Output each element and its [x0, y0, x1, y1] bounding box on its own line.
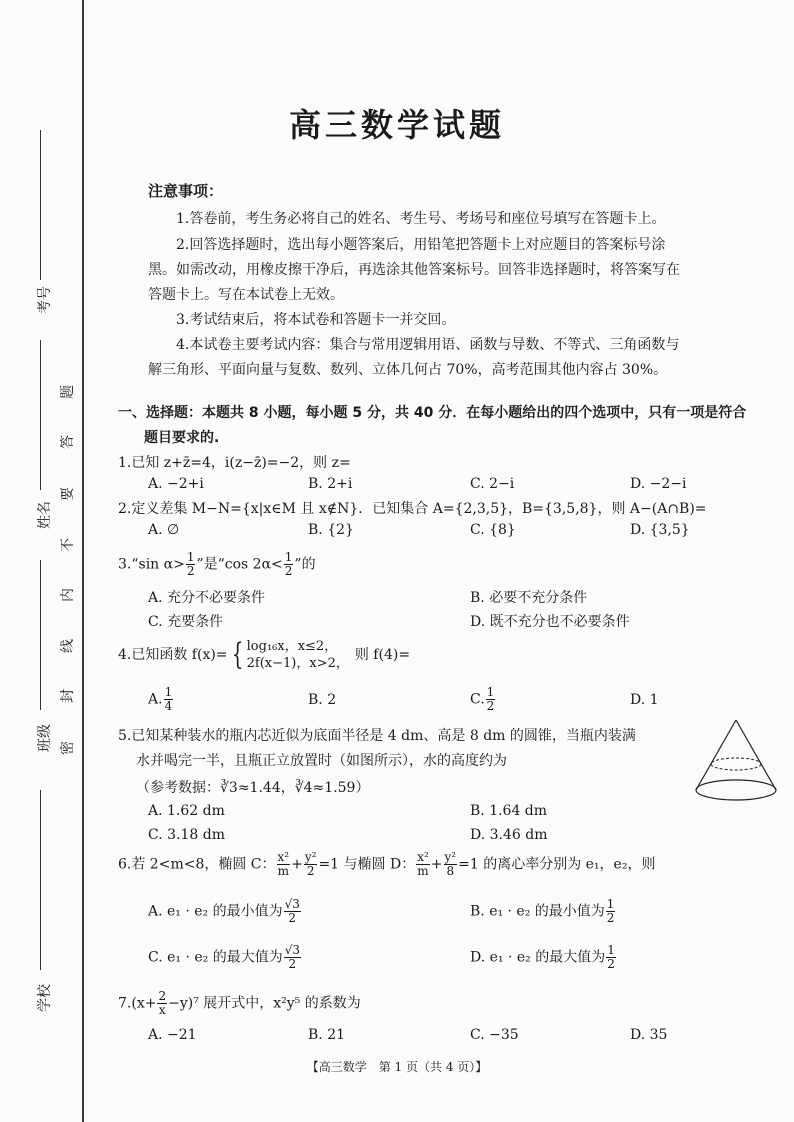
fraction [486, 686, 496, 713]
numerator: 1 [284, 550, 293, 564]
numerator: 1 [186, 550, 195, 564]
q3-text-1: 3.“sin α> [118, 556, 185, 573]
numerator: 1 [164, 685, 173, 699]
question-1-stem: 1.已知 z+z̄=4，i(z−z̄)=−2，则 z= [118, 455, 351, 471]
denominator: 2 [288, 911, 297, 925]
numerator: 1 [607, 943, 615, 957]
q5-option-a: A. 1.62 dm [148, 803, 225, 819]
page-title: 高三数学试题 [288, 106, 505, 144]
option-text: B. e₁ · e₂ 的最小值为 [470, 903, 605, 920]
fraction [284, 898, 301, 925]
q6-text-2: =1 与椭圆 D： [318, 856, 416, 873]
q7-option-a: A. −21 [148, 1027, 197, 1043]
school-label: 学校 [37, 984, 53, 1012]
question-5-line-1: 5.已知某种装水的瓶内芯近似为底面半径是 4 dm、高是 8 dm 的圆锥，当瓶内装满 [118, 728, 636, 744]
denominator: m [417, 864, 429, 878]
fraction [304, 851, 318, 878]
fraction [157, 990, 167, 1017]
notice-line: 4.本试卷主要考试内容：集合与常用逻辑用语、函数与导数、不等式、三角函数与 [176, 337, 680, 353]
exam-number-label: 考号 [37, 286, 53, 314]
fraction [444, 851, 458, 878]
binding-line [82, 0, 84, 1122]
question-2-stem: 2.定义差集 M−N={x|x∈M 且 x∉N}．已知集合 A={2,3,5}，B={3,5,8}，则 A−(A∩B)= [118, 501, 707, 517]
fraction [284, 551, 294, 578]
q4-text-2: 则 f(4)= [354, 647, 411, 663]
q3-text-3: ”的 [294, 556, 316, 573]
numerator: y² [444, 850, 457, 864]
left-brace: { [231, 637, 243, 672]
seal-char: 封 [60, 689, 76, 703]
q1-option-c: C. 2−i [470, 476, 515, 492]
denominator: 2 [288, 957, 297, 971]
seal-char: 不 [60, 538, 76, 552]
fraction [186, 551, 196, 578]
name-label: 姓名 [37, 501, 53, 529]
q4-option-d: D. 1 [630, 692, 659, 708]
name-blank [40, 340, 41, 490]
option-text: D. e₁ · e₂ 的最大值为 [470, 949, 606, 966]
denominator: 2 [186, 564, 195, 578]
option-text: A. e₁ · e₂ 的最小值为 [148, 903, 283, 920]
q2-option-a: A. ∅ [148, 522, 180, 538]
fraction [164, 686, 174, 713]
question-7-stem [118, 990, 361, 1017]
q7-text-2: −y)⁷ 展开式中，x²y⁵ 的系数为 [168, 995, 361, 1012]
fraction [284, 944, 301, 971]
denominator: 8 [446, 864, 455, 878]
numerator: x² [277, 850, 290, 864]
q2-option-d: D. {3,5} [630, 522, 690, 538]
question-5-reference: （参考数据：∛3≈1.44，∛4≈1.59） [136, 780, 370, 796]
notice-line: 1.答卷前，考生务必将自己的姓名、考生号、考场号和座位号填写在答题卡上。 [176, 211, 666, 227]
q6-option-d [470, 944, 617, 971]
school-blank [40, 790, 41, 970]
question-3-stem [118, 551, 316, 578]
q6-option-b [470, 898, 616, 925]
seal-char: 内 [60, 588, 76, 602]
option-letter: C. [470, 691, 485, 708]
q4-option-b: B. 2 [308, 692, 337, 708]
question-6-stem: 6.若 2<m<8，椭圆 C： $\frac{\text{x²}}{m}$ + $\frac{\text{y²}}{2}$ =1 与椭圆 D： $\frac{\text{x²}}{m}$ + $\frac{\text{y²}}{8}$ =1 的离心率分别为 e₁，e₂，则 [118, 850, 656, 878]
numerator: √3 [284, 943, 300, 957]
section-heading: 一、选择题：本题共 8 小题，每小题 5 分，共 40 分．在每小题给出的四个选项中，只有一项是符合 [118, 405, 747, 421]
numerator: 2 [158, 989, 167, 1003]
notice-line: 解三角形、平面向量与复数、数列、立体几何占 70%，高考范围其他内容占 30%。 [148, 362, 668, 378]
option-letter: A. [148, 691, 163, 708]
option-text: C. e₁ · e₂ 的最大值为 [148, 949, 283, 966]
q1-option-b: B. 2+i [308, 476, 353, 492]
q5-option-c: C. 3.18 dm [148, 827, 225, 843]
q2-option-c: C. {8} [470, 522, 516, 538]
denominator: 2 [284, 564, 293, 578]
q1-option-a: A. −2+i [148, 476, 204, 492]
q6-text-1: 6.若 2<m<8，椭圆 C： [118, 856, 276, 873]
denominator: m [277, 864, 290, 878]
q7-text-1: 7.(x+ [118, 995, 157, 1012]
notice-line: 2.回答选择题时，选出每小题答案后，用铅笔把答题卡上对应题目的答案标号涂 [176, 237, 666, 253]
q4-option-c [470, 686, 496, 713]
q6-option-a [148, 898, 302, 925]
exam-number-blank [40, 130, 41, 280]
q4-option-a [148, 686, 174, 713]
case-1: log₁₆x，x≤2， [246, 639, 338, 654]
notice-line: 3.考试结束后，将本试卷和答题卡一并交回。 [176, 312, 456, 328]
q7-option-c: C. −35 [470, 1027, 519, 1043]
denominator: 2 [606, 911, 615, 925]
q5-option-b: B. 1.64 dm [470, 803, 548, 819]
seal-char: 线 [60, 639, 76, 653]
numerator: √3 [284, 897, 300, 911]
class-label: 班级 [37, 724, 53, 752]
q5-option-d: D. 3.46 dm [470, 827, 548, 843]
question-4-stem [118, 638, 410, 672]
cone-figure [690, 716, 782, 806]
fraction [416, 851, 430, 878]
notice-line: 黑。如需改动，用橡皮擦干净后，再选涂其他答案标号。回答非选择题时，将答案写在 [148, 262, 680, 278]
q6-text-3: =1 的离心率分别为 e₁，e₂，则 [458, 856, 656, 873]
q7-option-d: D. 35 [630, 1027, 668, 1043]
seal-char: 密 [60, 741, 76, 755]
q3-option-b: B. 必要不充分条件 [470, 590, 588, 606]
seal-char: 答 [60, 435, 76, 449]
q1-option-d: D. −2−i [630, 476, 687, 492]
denominator: 2 [306, 864, 315, 878]
denominator: 2 [607, 957, 615, 971]
seal-char: 题 [60, 385, 76, 399]
fraction [606, 898, 616, 925]
q7-option-b: B. 21 [308, 1027, 346, 1043]
seal-char: 要 [60, 487, 76, 501]
numerator: y² [304, 850, 317, 864]
q6-option-c [148, 944, 302, 971]
denominator: 2 [486, 699, 495, 713]
numerator: x² [417, 850, 429, 864]
question-5-line-2: 水并喝完一半，且瓶正立放置时（如图所示），水的高度约为 [136, 753, 507, 769]
class-blank [40, 560, 41, 710]
numerator: 1 [606, 897, 615, 911]
q3-option-c: C. 充要条件 [148, 614, 224, 630]
numerator: 1 [486, 685, 495, 699]
q2-option-b: B. {2} [308, 522, 354, 538]
q4-text-1: 4.已知函数 f(x)= [118, 647, 228, 663]
case-2: 2f(x−1)，x>2， [246, 656, 349, 671]
section-heading-cont: 题目要求的. [144, 430, 220, 446]
q3-text-2: ”是“cos 2α< [196, 556, 283, 573]
page-footer: 【高三数学 第 1 页（共 4 页）】 [306, 1060, 488, 1074]
denominator: 4 [164, 699, 173, 713]
fraction [277, 851, 291, 878]
q3-option-a: A. 充分不必要条件 [148, 590, 266, 606]
notice-line: 答题卡上。写在本试卷上无效。 [148, 287, 344, 303]
notice-heading: 注意事项： [148, 182, 224, 200]
denominator: x [158, 1003, 166, 1017]
fraction [606, 944, 616, 971]
piecewise-cases [247, 638, 349, 672]
q3-option-d: D. 既不充分也不必要条件 [470, 614, 630, 630]
